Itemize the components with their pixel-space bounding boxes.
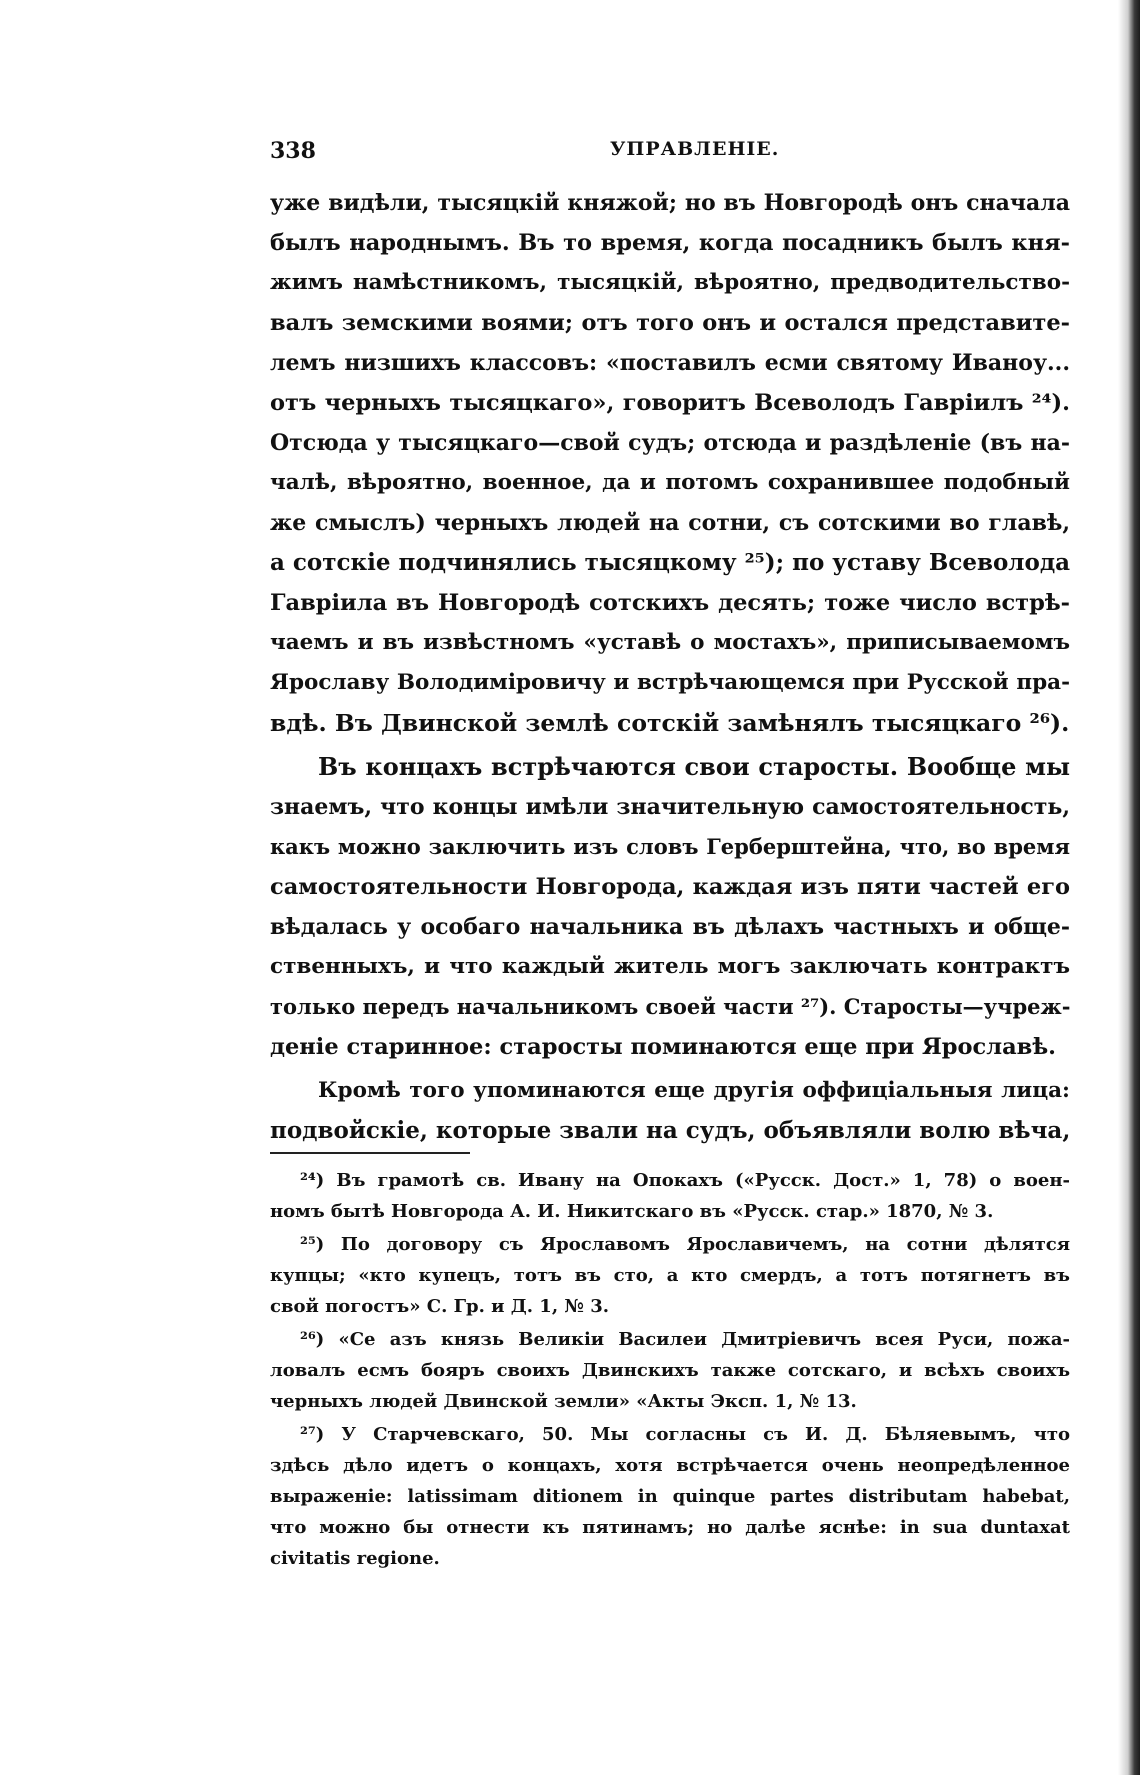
body-line: Кромѣ того упоминаются еще другiя оффицiальныя лица:	[318, 1078, 1070, 1103]
body-line: только передъ начальникомъ своей части ²⁷). Старосты—учреж-	[270, 994, 1071, 1019]
footnote-line: здѣсь дѣло идетъ о концахъ, хотя встрѣчается очень неопредѣленное	[270, 1455, 1070, 1476]
body-line: денiе старинное: старосты поминаются еще при Ярославѣ.	[270, 1034, 1056, 1060]
footnote-line: ²⁶) «Се азъ князь Великiи Василеи Дмитрiевичъ всея Руси, пожа-	[300, 1329, 1070, 1350]
body-line: Гаврiила въ Новгородѣ сотскихъ десять; тоже число встрѣ-	[270, 590, 1070, 616]
body-line: ственныхъ, и что каждый житель могъ заключать контрактъ	[270, 954, 1070, 979]
body-line: самостоятельности Новгорода, каждая изъ пяти частей его	[270, 874, 1070, 900]
body-line: жимъ намѣстникомъ, тысяцкiй, вѣроятно, предводительство-	[270, 270, 1070, 295]
page-number: 338	[270, 138, 316, 164]
running-head: УПРАВЛЕНIЕ.	[610, 138, 780, 160]
body-line: подвойскiе, которые звали на судъ, объявляли волю вѣча,	[270, 1117, 1071, 1144]
page-header	[270, 138, 1070, 168]
body-line: Ярославу Володимiровичу и встрѣчающемся при Русской пра-	[270, 670, 1070, 695]
footnote-line: ²⁵) По договору съ Ярославомъ Ярославичемъ, на сотни дѣлятся	[300, 1234, 1070, 1255]
body-line: лемъ низшихъ классовъ: «поставилъ есми святому Иваноу...	[270, 350, 1070, 376]
body-text	[270, 183, 1070, 1151]
footnote-line: ²⁴) Въ грамотѣ св. Ивану на Опокахъ («Русск. Дост.» 1, 78) о воен-	[300, 1170, 1070, 1191]
body-line: чалѣ, вѣроятно, военное, да и потомъ сохранившее подобный	[270, 470, 1070, 495]
body-line: Въ концахъ встрѣчаются свои старосты. Вообще мы	[318, 752, 1070, 781]
footnotes	[270, 1165, 1070, 1574]
footnote-line: civitatis regione.	[270, 1548, 440, 1569]
body-line: вѣдалась у особаго начальника въ дѣлахъ частныхъ и обще-	[270, 914, 1070, 940]
footnote-line: номъ бытѣ Новгорода А. И. Никитскаго въ «Русск. стар.» 1870, № 3.	[270, 1201, 994, 1222]
body-line: отъ черныхъ тысяцкаго», говоритъ Всеволодъ Гаврiилъ ²⁴).	[270, 390, 1070, 416]
body-line: а сотскiе подчинялись тысяцкому ²⁵); по уставу Всеволода	[270, 549, 1071, 576]
body-line: вдѣ. Въ Двинской землѣ сотскiй замѣнялъ тысяцкаго ²⁶).	[270, 709, 1070, 737]
footnote-line: выраженiе: latissimam ditionem in quinque partes distributam habebat,	[270, 1486, 1070, 1507]
body-line: былъ народнымъ. Въ то время, когда посадникъ былъ кня-	[270, 230, 1070, 256]
footnote-line: черныхъ людей Двинской земли» «Акты Эксп. 1, № 13.	[270, 1391, 857, 1412]
body-line: валъ земскими воями; отъ того онъ и остался представите-	[270, 310, 1070, 336]
body-line: Отсюда у тысяцкаго—свой судъ; отсюда и раздѣленiе (въ на-	[270, 430, 1070, 456]
body-line: же смыслъ) черныхъ людей на сотни, съ сотскими во главѣ,	[270, 510, 1070, 536]
footnote-divider	[270, 1152, 470, 1154]
footnote-line: ловалъ есмъ бояръ своихъ Двинскихъ также сотскаго, и всѣхъ своихъ	[270, 1360, 1070, 1381]
page-edge-shadow	[1118, 0, 1140, 1775]
footnote-line: купцы; «кто купецъ, тотъ въ сто, а кто смердъ, а тотъ потягнетъ въ	[270, 1265, 1070, 1286]
body-line: какъ можно заключить изъ словъ Герберштейна, что, во время	[270, 834, 1070, 859]
footnote-line: свой погостъ» С. Гр. и Д. 1, № 3.	[270, 1296, 609, 1317]
footnote-line: что можно бы отнести къ пятинамъ; но далѣе яснѣе: in sua duntaxat	[270, 1517, 1070, 1538]
body-line: знаемъ, что концы имѣли значительную самостоятельность,	[270, 794, 1070, 820]
footnote-line: ²⁷) У Старчевскаго, 50. Мы согласны съ И. Д. Бѣляевымъ, что	[300, 1424, 1070, 1445]
body-line: уже видѣли, тысяцкiй княжой; но въ Новгородѣ онъ сначала	[270, 190, 1070, 216]
body-line: чаемъ и въ извѣстномъ «уставѣ о мостахъ», приписываемомъ	[270, 630, 1070, 655]
